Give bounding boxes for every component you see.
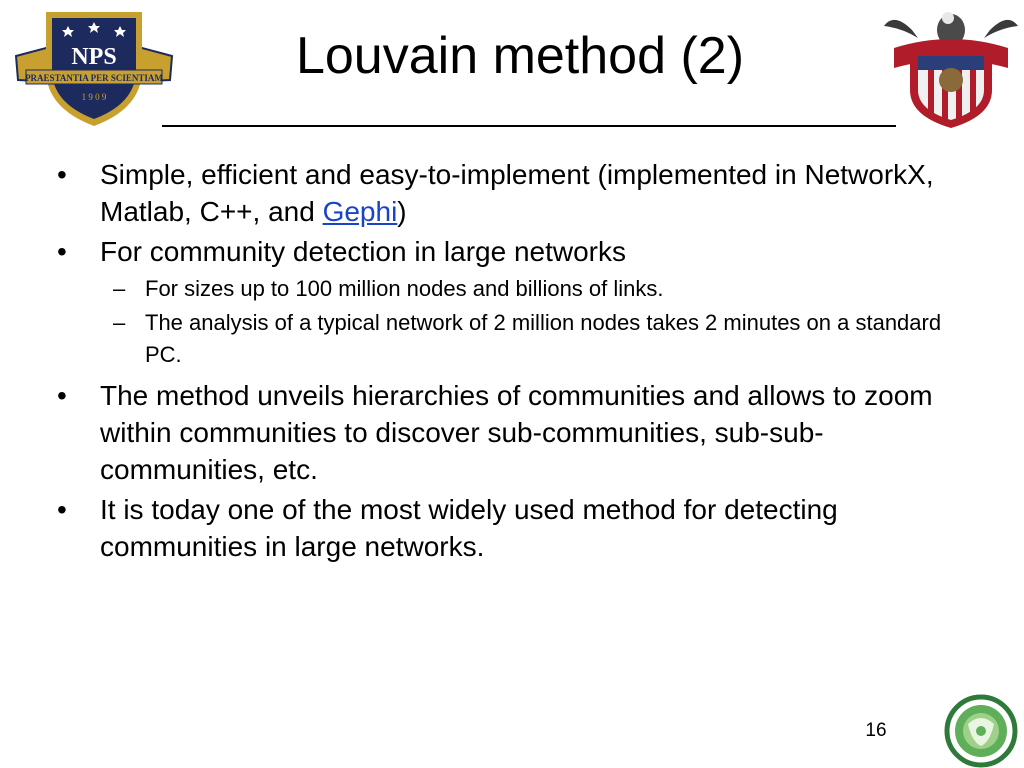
bullet-widely-used bbox=[52, 491, 972, 565]
sub-bullet-text: The analysis of a typical network of 2 million nodes takes 2 minutes on a standard PC. bbox=[145, 310, 942, 367]
sub-bullet-text: For sizes up to 100 million nodes and billions of links. bbox=[145, 276, 664, 301]
slide-body bbox=[52, 156, 972, 568]
bullet-text: Simple, efficient and easy-to-implement (implemented in NetworkX, Matlab, C++, and bbox=[100, 159, 934, 227]
sub-bullet-sizes bbox=[52, 273, 955, 305]
bullet-large-networks bbox=[52, 233, 972, 270]
bullet-text-suffix: ) bbox=[397, 196, 407, 227]
bullet-text: The method unveils hierarchies of communities and allows to zoom within communities to discover sub-communities, sub-sub-communities, etc. bbox=[100, 380, 933, 485]
bullet-text: For community detection in large networks bbox=[100, 236, 626, 267]
bullet-marker: • bbox=[57, 159, 67, 190]
dash-marker: – bbox=[113, 276, 126, 301]
page-number: 16 bbox=[865, 720, 887, 741]
nps-logo-motto: PRAESTANTIA PER SCIENTIAM bbox=[25, 73, 163, 83]
bullet-implementation bbox=[52, 156, 972, 230]
nps-logo-text: NPS bbox=[71, 44, 117, 70]
green-seal-icon bbox=[944, 694, 1018, 768]
bullet-text: It is today one of the most widely used method for detecting communities in large networks. bbox=[100, 494, 838, 562]
slide-title: Louvain method (2) bbox=[295, 27, 745, 85]
bullet-marker: • bbox=[57, 380, 67, 411]
bullet-marker: • bbox=[57, 236, 67, 267]
title-underline bbox=[162, 125, 896, 127]
bullet-hierarchies bbox=[52, 377, 972, 488]
bullet-marker: • bbox=[57, 494, 67, 525]
nps-logo-year: 1 9 0 9 bbox=[81, 92, 107, 102]
dash-marker: – bbox=[113, 310, 126, 335]
sub-bullet-analysis-time bbox=[52, 307, 955, 371]
gephi-link[interactable]: Gephi bbox=[322, 196, 398, 227]
